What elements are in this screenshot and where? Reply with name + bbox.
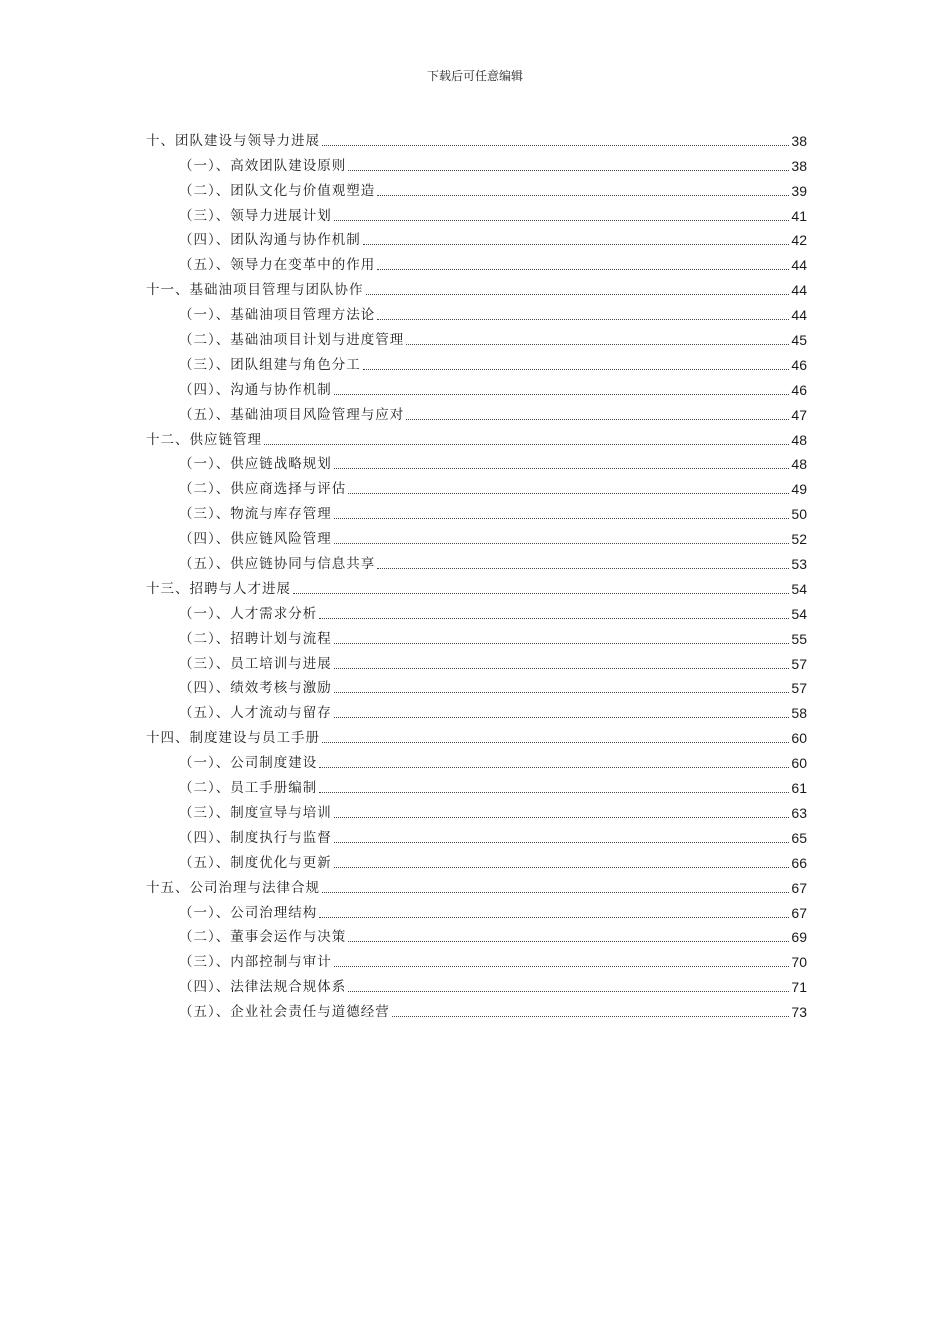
toc-dot-leader — [334, 866, 790, 868]
toc-dot-leader — [406, 343, 789, 345]
toc-entry-label: （二）、团队文化与价值观塑造 — [179, 182, 376, 199]
toc-entry-page-number: 49 — [791, 481, 807, 498]
toc-entry-page-number: 52 — [791, 531, 807, 548]
toc-entry-label: 十五、公司治理与法律合规 — [146, 879, 320, 896]
toc-entry-label: （三）、物流与库存管理 — [179, 506, 332, 523]
toc-dot-leader — [334, 965, 790, 967]
toc-dot-leader — [348, 169, 789, 171]
toc-entry-page-number: 60 — [791, 755, 807, 772]
toc-entry-label: （三）、员工培训与进展 — [179, 655, 332, 672]
toc-dot-leader — [322, 741, 789, 743]
toc-entry-page-number: 66 — [791, 854, 807, 871]
toc-entry-page-number: 39 — [791, 182, 807, 199]
toc-entry-page-number: 73 — [791, 1004, 807, 1021]
toc-dot-leader — [334, 642, 790, 644]
toc-dot-leader — [406, 418, 789, 420]
toc-section-entry[interactable] — [146, 623, 807, 648]
toc-section-entry[interactable] — [146, 847, 807, 872]
toc-section-entry[interactable] — [146, 399, 807, 424]
toc-entry-page-number: 45 — [791, 332, 807, 349]
toc-entry-page-number: 57 — [791, 655, 807, 672]
toc-entry-label: （三）、团队组建与角色分工 — [179, 356, 361, 373]
toc-entry-page-number: 61 — [791, 780, 807, 797]
toc-entry-label: 十三、招聘与人才进展 — [146, 580, 291, 597]
toc-entry-page-number: 38 — [791, 157, 807, 174]
toc-chapter-entry[interactable] — [146, 125, 807, 150]
toc-dot-leader — [334, 691, 790, 693]
toc-entry-label: （二）、招聘计划与流程 — [179, 630, 332, 647]
toc-entry-page-number: 50 — [791, 506, 807, 523]
toc-entry-page-number: 70 — [791, 954, 807, 971]
toc-entry-label: （一）、人才需求分析 — [179, 605, 318, 622]
toc-dot-leader — [377, 567, 789, 569]
toc-section-entry[interactable] — [146, 697, 807, 722]
toc-dot-leader — [377, 268, 789, 270]
toc-entry-label: （四）、法律法规合规体系 — [179, 979, 347, 996]
toc-section-entry[interactable] — [146, 897, 807, 922]
toc-entry-page-number: 69 — [791, 929, 807, 946]
toc-entry-label: （四）、制度执行与监督 — [179, 829, 332, 846]
toc-dot-leader — [322, 891, 789, 893]
toc-dot-leader — [363, 368, 790, 370]
toc-entry-page-number: 46 — [791, 381, 807, 398]
toc-entry-page-number: 58 — [791, 705, 807, 722]
toc-entry-label: （五）、领导力在变革中的作用 — [179, 257, 376, 274]
toc-dot-leader — [319, 791, 789, 793]
toc-dot-leader — [334, 393, 790, 395]
toc-entry-page-number: 44 — [791, 282, 807, 299]
toc-entry-page-number: 48 — [791, 456, 807, 473]
toc-entry-label: 十二、供应链管理 — [146, 431, 262, 448]
toc-section-entry[interactable] — [146, 349, 807, 374]
toc-dot-leader — [348, 940, 789, 942]
toc-entry-label: （三）、领导力进展计划 — [179, 207, 332, 224]
toc-section-entry[interactable] — [146, 473, 807, 498]
toc-entry-label: 十四、制度建设与员工手册 — [146, 730, 320, 747]
table-of-contents — [146, 125, 807, 1021]
toc-entry-label: （五）、人才流动与留存 — [179, 705, 332, 722]
toc-section-entry[interactable] — [146, 822, 807, 847]
toc-dot-leader — [319, 766, 789, 768]
toc-section-entry[interactable] — [146, 971, 807, 996]
toc-entry-label: （二）、基础油项目计划与进度管理 — [179, 332, 405, 349]
toc-chapter-entry[interactable] — [146, 722, 807, 747]
toc-section-entry[interactable] — [146, 200, 807, 225]
toc-entry-label: （一）、公司制度建设 — [179, 755, 318, 772]
toc-dot-leader — [334, 667, 790, 669]
toc-dot-leader — [334, 517, 790, 519]
toc-section-entry[interactable] — [146, 772, 807, 797]
toc-entry-page-number: 41 — [791, 207, 807, 224]
toc-section-entry[interactable] — [146, 548, 807, 573]
toc-entry-page-number: 57 — [791, 680, 807, 697]
toc-dot-leader — [348, 492, 789, 494]
toc-dot-leader — [366, 293, 790, 295]
toc-section-entry[interactable] — [146, 673, 807, 698]
toc-dot-leader — [363, 243, 790, 245]
toc-entry-label: （四）、沟通与协作机制 — [179, 381, 332, 398]
toc-entry-page-number: 71 — [791, 979, 807, 996]
toc-entry-label: （一）、基础油项目管理方法论 — [179, 307, 376, 324]
toc-entry-label: （五）、制度优化与更新 — [179, 854, 332, 871]
toc-section-entry[interactable] — [146, 922, 807, 947]
toc-entry-page-number: 42 — [791, 232, 807, 249]
toc-entry-label: （四）、供应链风险管理 — [179, 531, 332, 548]
toc-chapter-entry[interactable] — [146, 872, 807, 897]
toc-section-entry[interactable] — [146, 449, 807, 474]
toc-dot-leader — [319, 916, 789, 918]
toc-section-entry[interactable] — [146, 374, 807, 399]
toc-entry-label: （五）、供应链协同与信息共享 — [179, 556, 376, 573]
toc-dot-leader — [334, 219, 790, 221]
toc-section-entry[interactable] — [146, 299, 807, 324]
toc-dot-leader — [377, 318, 789, 320]
toc-entry-label: （五）、基础油项目风险管理与应对 — [179, 406, 405, 423]
toc-entry-page-number: 65 — [791, 829, 807, 846]
toc-dot-leader — [334, 816, 790, 818]
toc-entry-label: （一）、供应链战略规划 — [179, 456, 332, 473]
toc-dot-leader — [377, 194, 789, 196]
toc-section-entry[interactable] — [146, 175, 807, 200]
toc-entry-page-number: 44 — [791, 257, 807, 274]
toc-dot-leader — [348, 990, 789, 992]
toc-dot-leader — [334, 716, 790, 718]
toc-section-entry[interactable] — [146, 996, 807, 1021]
toc-entry-label: （四）、绩效考核与激励 — [179, 680, 332, 697]
toc-entry-label: （三）、内部控制与审计 — [179, 954, 332, 971]
toc-section-entry[interactable] — [146, 225, 807, 250]
toc-section-entry[interactable] — [146, 150, 807, 175]
toc-entry-label: （二）、供应商选择与评估 — [179, 481, 347, 498]
toc-section-entry[interactable] — [146, 324, 807, 349]
toc-section-entry[interactable] — [146, 747, 807, 772]
toc-section-entry[interactable] — [146, 249, 807, 274]
toc-entry-page-number: 60 — [791, 730, 807, 747]
toc-entry-page-number: 54 — [791, 605, 807, 622]
toc-entry-label: （五）、企业社会责任与道德经营 — [179, 1004, 390, 1021]
toc-dot-leader — [264, 443, 789, 445]
toc-section-entry[interactable] — [146, 523, 807, 548]
toc-section-entry[interactable] — [146, 946, 807, 971]
toc-entry-page-number: 67 — [791, 904, 807, 921]
toc-entry-page-number: 63 — [791, 804, 807, 821]
toc-dot-leader — [293, 592, 789, 594]
toc-section-entry[interactable] — [146, 498, 807, 523]
toc-entry-label: （二）、董事会运作与决策 — [179, 929, 347, 946]
toc-entry-page-number: 53 — [791, 556, 807, 573]
toc-dot-leader — [334, 841, 790, 843]
toc-entry-page-number: 67 — [791, 879, 807, 896]
toc-entry-label: （三）、制度宣导与培训 — [179, 804, 332, 821]
toc-entry-label: （一）、公司治理结构 — [179, 904, 318, 921]
toc-dot-leader — [392, 1015, 790, 1017]
page-header: 下载后可任意编辑 — [426, 69, 523, 83]
toc-entry-label: 十一、基础油项目管理与团队协作 — [146, 282, 364, 299]
toc-entry-label: （二）、员工手册编制 — [179, 780, 318, 797]
toc-chapter-entry[interactable] — [146, 424, 807, 449]
toc-entry-page-number: 46 — [791, 356, 807, 373]
toc-entry-label: （一）、高效团队建设原则 — [179, 157, 347, 174]
toc-entry-label: （四）、团队沟通与协作机制 — [179, 232, 361, 249]
toc-section-entry[interactable] — [146, 797, 807, 822]
toc-entry-page-number: 38 — [791, 132, 807, 149]
toc-entry-page-number: 55 — [791, 630, 807, 647]
toc-entry-page-number: 47 — [791, 406, 807, 423]
toc-dot-leader — [334, 542, 790, 544]
toc-section-entry[interactable] — [146, 598, 807, 623]
toc-chapter-entry[interactable] — [146, 274, 807, 299]
toc-entry-page-number: 54 — [791, 580, 807, 597]
toc-dot-leader — [319, 617, 789, 619]
toc-dot-leader — [334, 467, 790, 469]
toc-entry-page-number: 48 — [791, 431, 807, 448]
toc-entry-page-number: 44 — [791, 307, 807, 324]
toc-chapter-entry[interactable] — [146, 573, 807, 598]
toc-entry-label: 十、团队建设与领导力进展 — [146, 132, 320, 149]
toc-dot-leader — [322, 144, 789, 146]
toc-section-entry[interactable] — [146, 648, 807, 673]
